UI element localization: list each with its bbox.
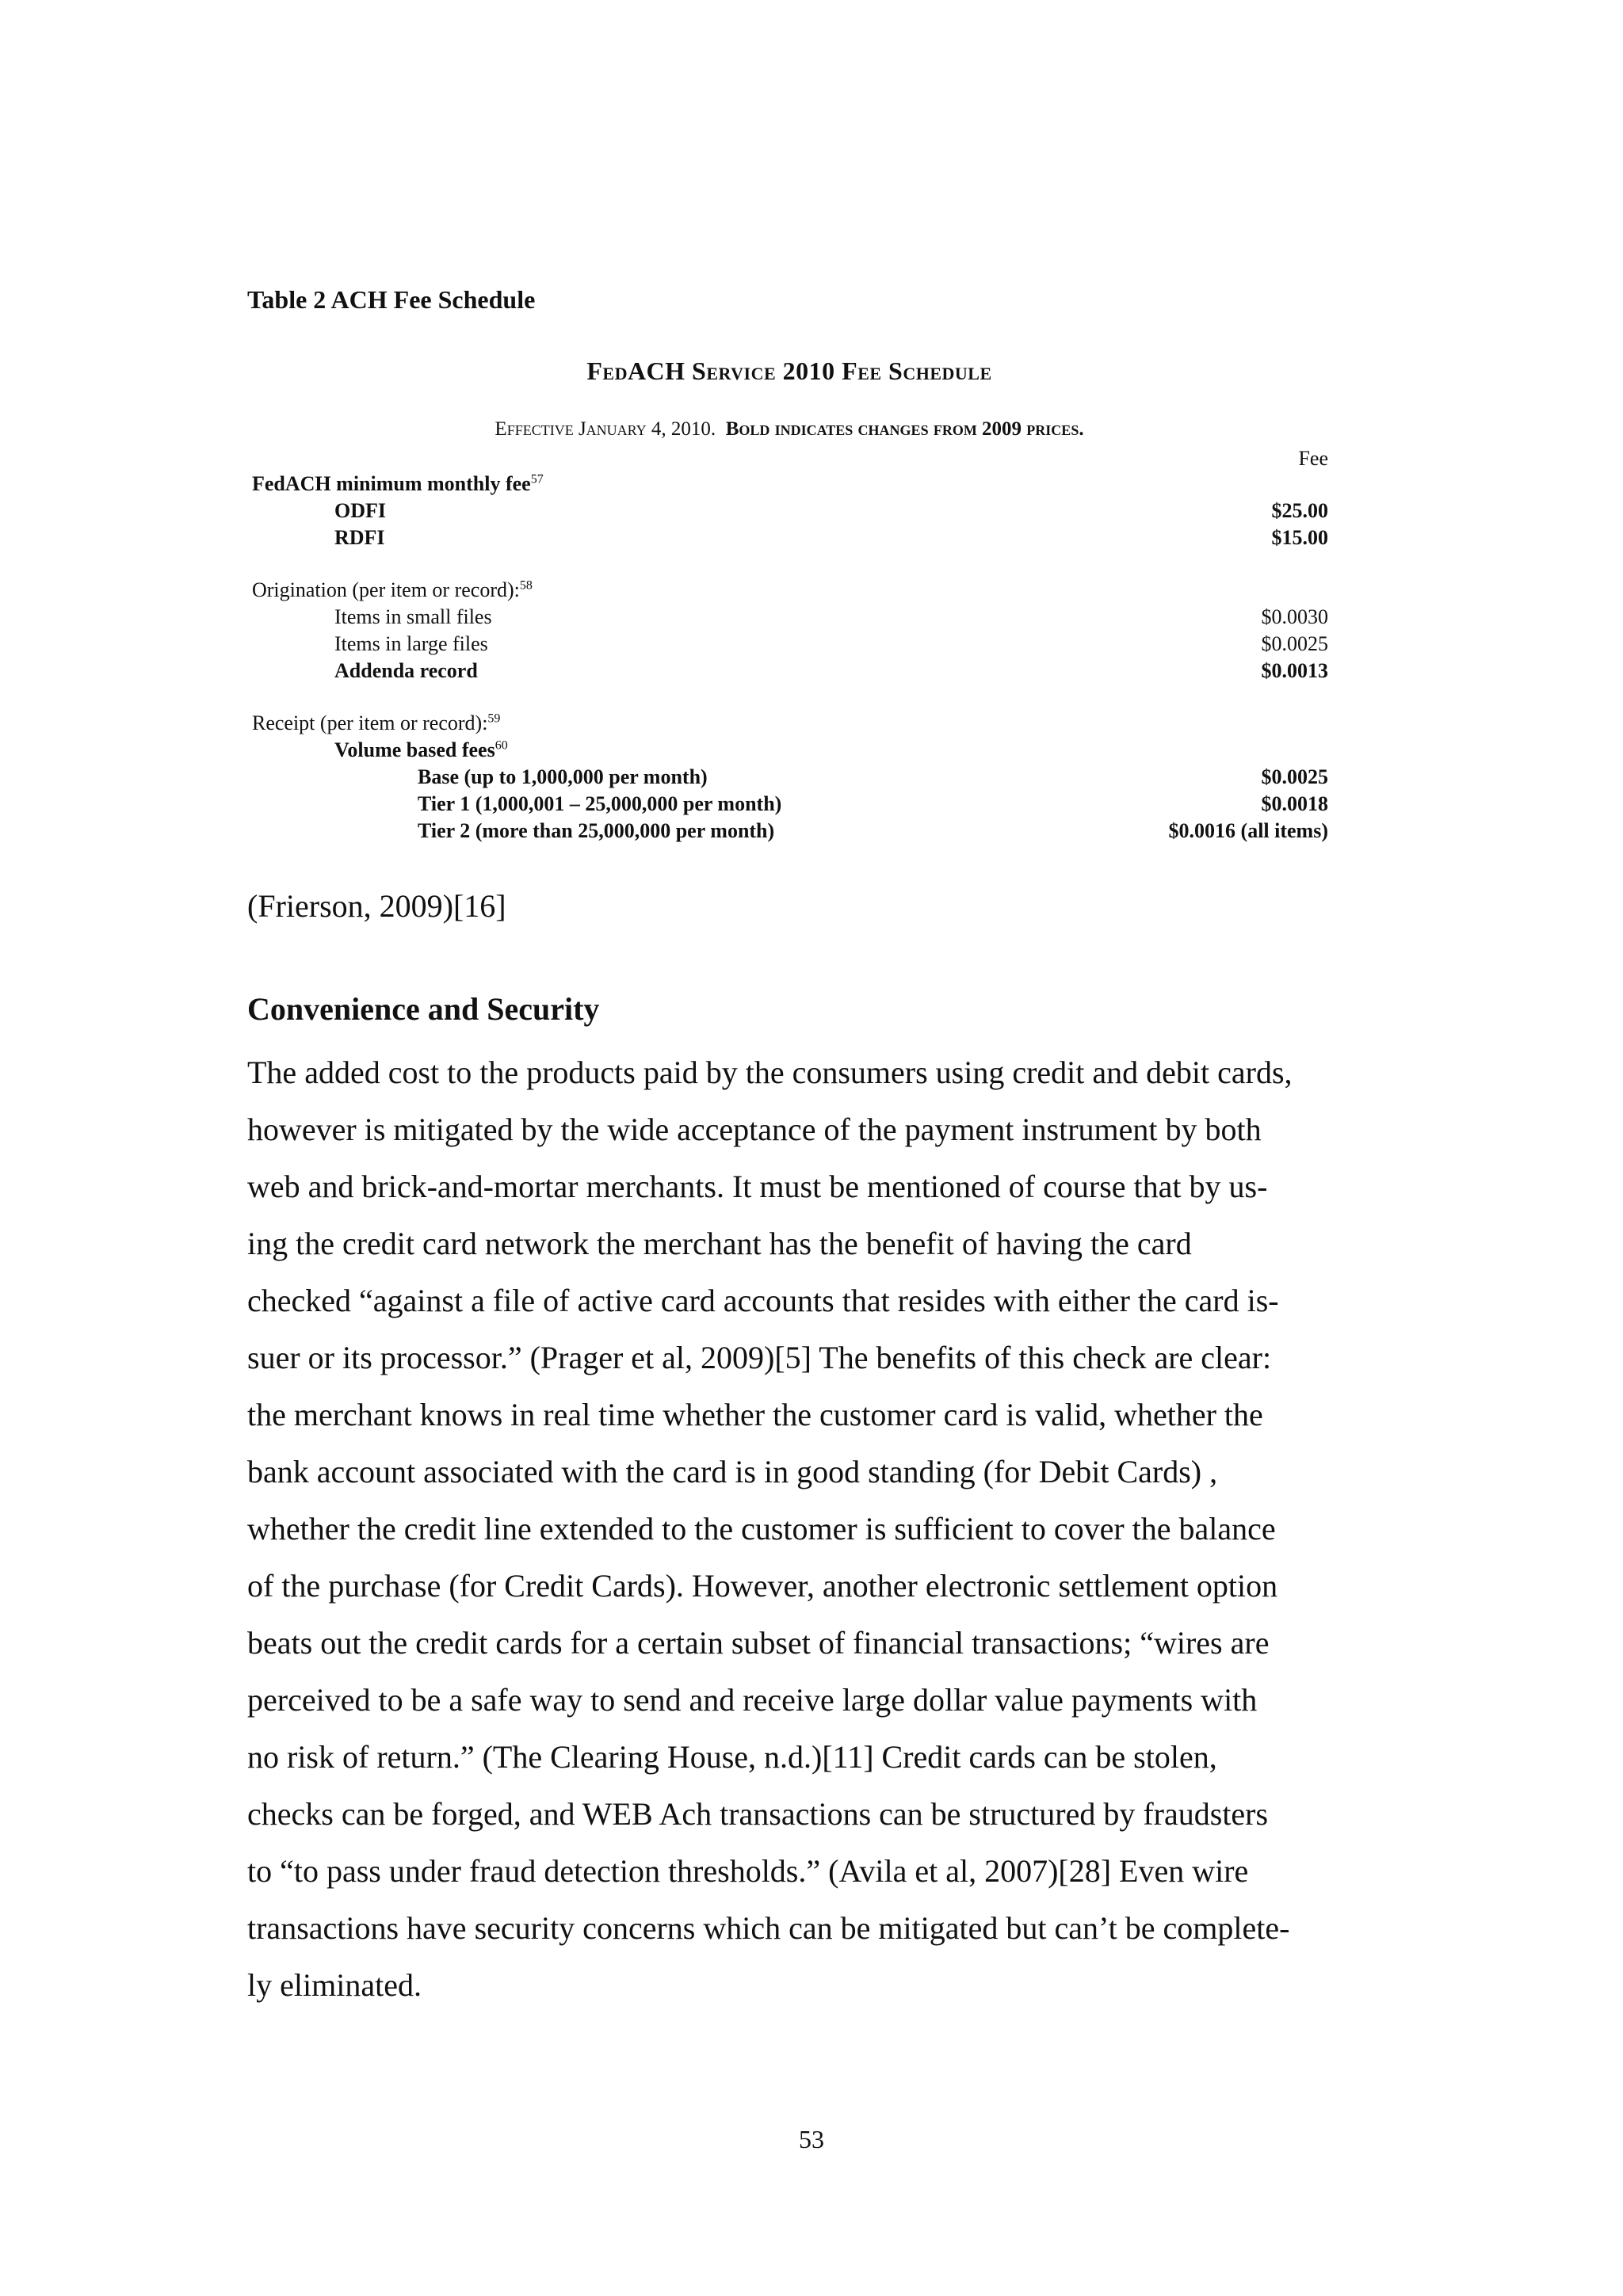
fee-schedule-effective-line <box>247 418 1331 441</box>
fee-header-row <box>247 447 1331 474</box>
fee-row <box>247 738 1331 765</box>
body-line: The added cost to the products paid by the consumers using credit and debit cards, <box>247 1055 1293 1090</box>
body-line: bank account associated with the card is in good standing (for Debit Cards) , <box>247 1454 1218 1489</box>
fee-row-label: RDFI <box>334 526 385 549</box>
fee-schedule-figure <box>247 349 1331 856</box>
footnote-marker: 57 <box>530 472 544 486</box>
footnote-marker: 58 <box>519 578 533 593</box>
fee-row <box>247 578 1331 605</box>
body-line: web and brick-and-mortar merchants. It must be mentioned of course that by us- <box>247 1169 1268 1204</box>
footnote-marker: 59 <box>487 711 501 726</box>
fee-row <box>247 632 1331 659</box>
body-paragraph <box>247 1044 1357 2014</box>
fee-row <box>247 711 1331 738</box>
fee-row <box>247 472 1331 499</box>
fee-row-value: $0.0018 <box>1261 792 1328 815</box>
fee-row-value: $0.0013 <box>1261 659 1328 682</box>
fee-row-label: ODFI <box>334 499 386 522</box>
fee-row <box>247 499 1331 526</box>
fee-row-value: $0.0025 <box>1261 632 1328 655</box>
fee-row <box>247 659 1331 686</box>
bold-note: Bold indicates changes from 2009 prices. <box>725 418 1084 440</box>
fee-schedule-title: FedACH Service 2010 Fee Schedule <box>586 357 992 385</box>
body-line: checks can be forged, and WEB Ach transactions can be structured by fraudsters <box>247 1796 1269 1832</box>
fee-row-label: Tier 2 (more than 25,000,000 per month) <box>418 819 775 842</box>
fee-row-label: Addenda record <box>334 659 478 682</box>
fee-row-label: Base (up to 1,000,000 per month) <box>418 765 708 788</box>
fee-row <box>247 526 1331 553</box>
body-line: ly eliminated. <box>247 1967 422 2003</box>
section-heading: Convenience and Security <box>247 991 600 1027</box>
fee-row <box>247 765 1331 792</box>
body-line: transactions have security concerns which can be mitigated but can’t be complete- <box>247 1910 1290 1946</box>
effective-date: Effective January 4, 2010. <box>495 418 716 440</box>
fee-row-value: $15.00 <box>1271 526 1328 549</box>
body-line: perceived to be a safe way to send and receive large dollar value payments with <box>247 1682 1258 1718</box>
body-line: of the purchase (for Credit Cards). However, another electronic settlement option <box>247 1568 1278 1604</box>
body-line: the merchant knows in real time whether the customer card is valid, whether the <box>247 1397 1263 1432</box>
body-line: checked “against a file of active card accounts that resides with either the card is- <box>247 1283 1279 1318</box>
table-caption: Table 2 ACH Fee Schedule <box>247 285 536 314</box>
fee-row-label: FedACH minimum monthly fee$^{57}$ <box>252 472 544 495</box>
fee-row <box>247 819 1331 846</box>
fee-row-value: $0.0016 (all items) <box>1168 819 1328 842</box>
body-line: whether the credit line extended to the customer is sufficient to cover the balance <box>247 1511 1276 1547</box>
body-line: however is mitigated by the wide acceptance of the payment instrument by both <box>247 1112 1262 1147</box>
fee-row <box>247 792 1331 819</box>
body-line: beats out the credit cards for a certain subset of financial transactions; “wires are <box>247 1625 1270 1661</box>
fee-row-value: $0.0030 <box>1261 605 1328 628</box>
fee-row-label: Origination (per item or record):$^{58}$ <box>252 578 533 601</box>
body-line: no risk of return.” (The Clearing House, n.d.)[11] Credit cards can be stolen, <box>247 1739 1217 1775</box>
fee-row <box>247 605 1331 632</box>
fee-row-value: $0.0025 <box>1261 765 1328 788</box>
footnote-marker: 60 <box>495 738 508 753</box>
page-number: 53 <box>799 2125 824 2153</box>
fee-row-label: Receipt (per item or record):$^{59}$ <box>252 711 501 734</box>
fee-row-label: Tier 1 (1,000,001 – 25,000,000 per month) <box>418 792 782 815</box>
body-line: suer or its processor.” (Prager et al, 2009)[5] The benefits of this check are clear: <box>247 1340 1272 1375</box>
fee-column-header: Fee <box>1298 447 1328 470</box>
body-line: to “to pass under fraud detection thresholds.” (Avila et al, 2007)[28] Even wire <box>247 1853 1249 1889</box>
fee-row-label: Items in small files <box>334 605 492 628</box>
fee-row-value: $25.00 <box>1271 499 1328 522</box>
body-line: ing the credit card network the merchant has the benefit of having the card <box>247 1226 1192 1261</box>
fee-row-label: Items in large files <box>334 632 488 655</box>
fee-row-label: Volume based fees$^{60}$ <box>334 738 508 761</box>
citation: (Frierson, 2009)[16] <box>247 888 506 924</box>
